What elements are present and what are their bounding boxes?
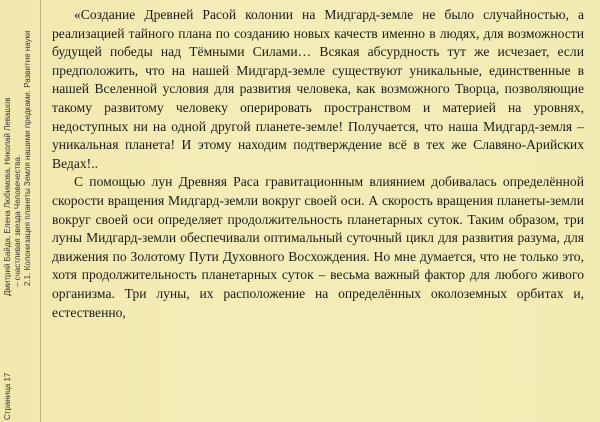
page-number: Страница 17 (3, 372, 12, 420)
paragraph-moons: С помощью лун Древняя Раса гравитационным влиянием добивалась определённой скорости вращения Мидгард-земли вокруг своей оси. А скорость вращения планеты-земли вокруг своей оси определяет продолжительность планетарных суток. Таким образом, три луны Мидгард-земли обеспечивали оптимальный суточный цикл для развития разума, для движения по Золотому Пути Духовного Восхождения. Но мне думается, что не только это, хотя продолжительность планетарных суток – весьма важный фактор для любого живого организма. Три луны, их расположение на определённых околоземных орбитах и, естественно, (52, 174, 584, 320)
book-authors: Дмитрий Байда, Елена Любимова, Николай Левашов (3, 97, 12, 296)
paragraph-quote: «Создание Древней Расой колонии на Мидгард-земле не было случайностью, а реализацией тайного плана по созданию новых качеств именно в людях, для возможности будущей победы над Тёмными Силами… Всякая абсурдность тут же исчезает, если предположить, что на нашей Мидгард-земле существуют уникальные, единственные в нашей Вселенной условия для развития человека, как возможного Творца, позволяющие такому развитому человеку оперировать пространством и материей на уровнях, недоступных ни на одной другой планете-земле! Получается, что наша Мидгард-земля – уникальная планета! И этому находим подтверждение всё в тех же Славяно-Арийских Ведах!.. (52, 7, 584, 171)
chapter-title: 2.1. Колонизация планеты Земля нашими предками. Развитие науки (23, 30, 32, 286)
body-text (52, 6, 584, 322)
page-side-margin (0, 0, 40, 422)
margin-divider (40, 0, 41, 422)
book-subtitle: – счастливая звезда Человечества. (13, 154, 22, 287)
